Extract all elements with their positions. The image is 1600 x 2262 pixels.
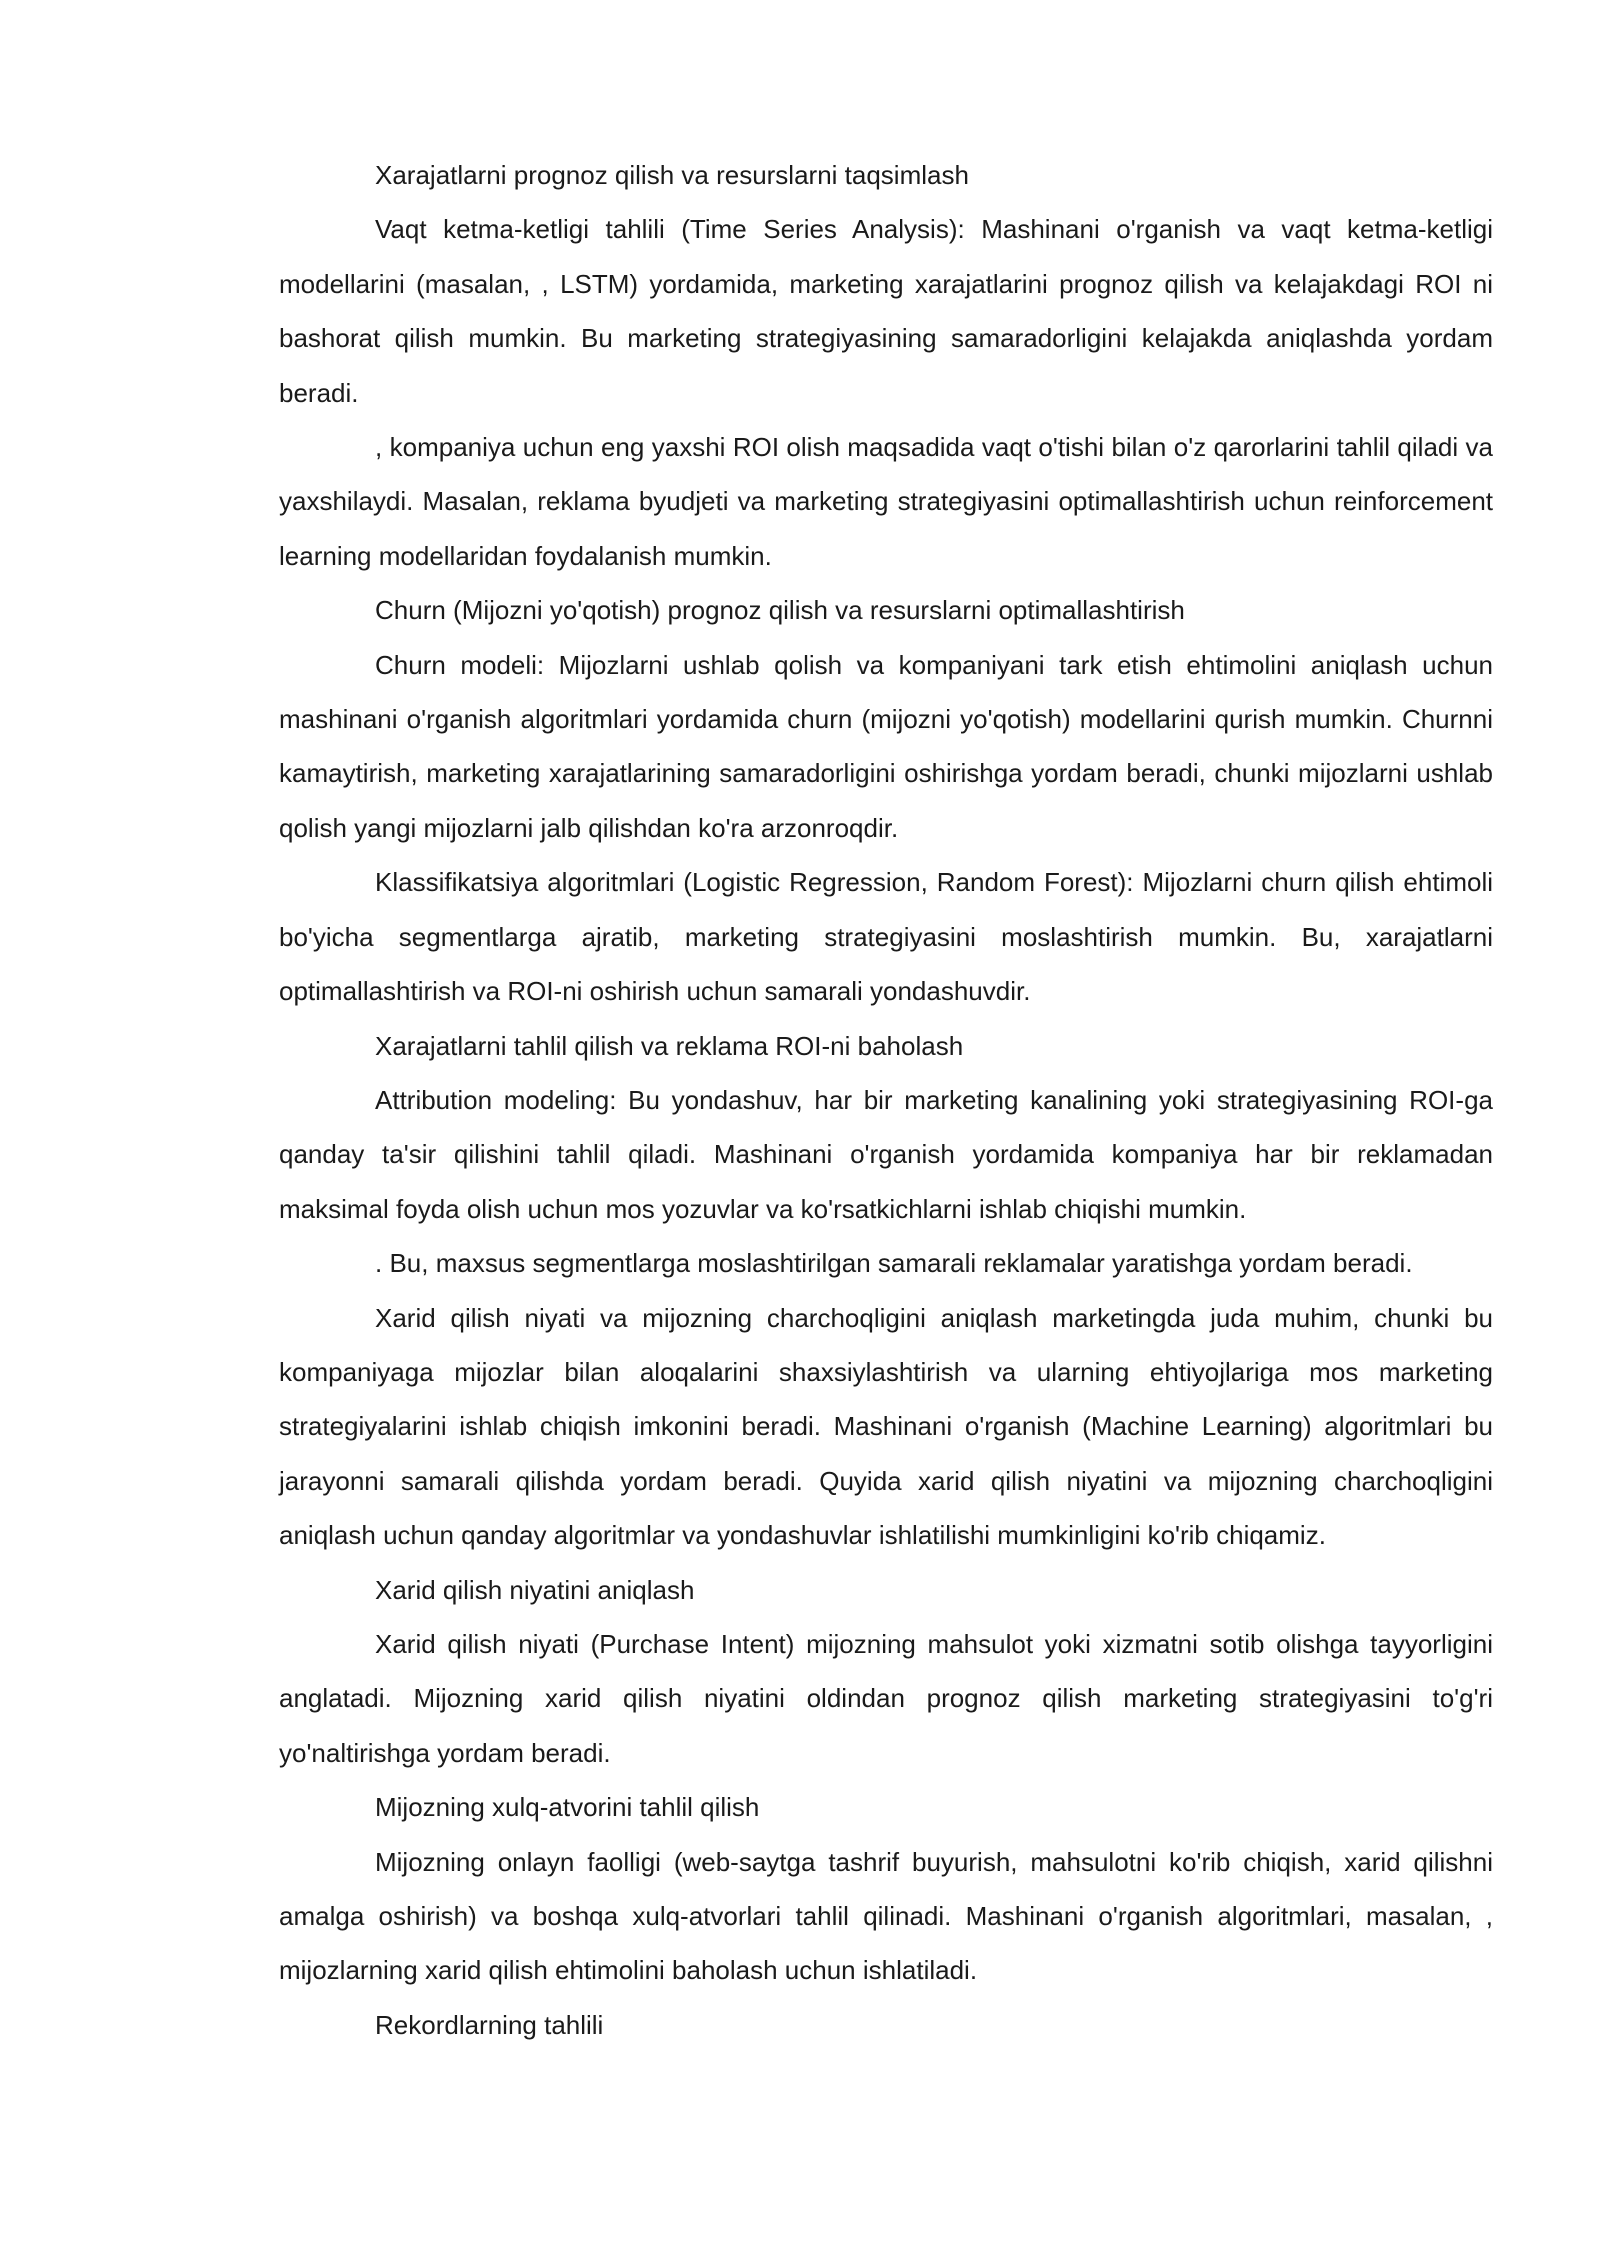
section-heading: Xarajatlarni tahlil qilish va reklama ROI-ni baholash bbox=[375, 1030, 964, 1061]
body-paragraph: Xarid qilish niyati (Purchase Intent) mijozning mahsulot yoki xizmatni sotib olishga tayyorligini anglatadi. Mijozning xarid qilish niyatini oldindan prognoz qilish marketing strategiyasini to'g'ri yo'naltirishga yordam beradi. bbox=[279, 1628, 1493, 1768]
body-paragraph: Attribution modeling: Bu yondashuv, har bir marketing kanalining yoki strategiyasining ROI-ga qanday ta'sir qilishini tahlil qiladi. Mashinani o'rganish yordamida kompaniya har bir reklamadan maksimal foyda olish uchun mos yozuvlar va ko'rsatkichlarni ishlab chiqishi mumkin. bbox=[279, 1084, 1493, 1224]
section-heading: Xarajatlarni prognoz qilish va resurslarni taqsimlash bbox=[375, 160, 969, 190]
section-heading: Churn (Mijozni yo'qotish) prognoz qilish va resurslarni optimallashtirish bbox=[375, 595, 1185, 626]
body-paragraph: Klassifikatsiya algoritmlari (Logistic Regression, Random Forest): Mijozlarni churn qilish ehtimoli bo'yicha segmentlarga ajratib, marketing strategiyasini moslashtirish mumkin. Bu, xarajatlarni optimallashtirish va ROI-ni oshirish uchun samarali yondashuvdir. bbox=[279, 867, 1493, 1007]
body-paragraph: Mijozning onlayn faolligi (web-saytga tashrif buyurish, mahsulotni ko'rib chiqish, xarid qilishni amalga oshirish) va boshqa xulq-atvorlari tahlil qilinadi. Mashinani o'rganish algoritmlari, masalan, , mijozlarning xarid qilish ehtimolini baholash uchun ishlatiladi. bbox=[279, 1846, 1493, 1986]
body-paragraph: Xarid qilish niyati va mijozning charchoqligini aniqlash marketingda juda muhim, chunki bu kompaniyaga mijozlar bilan aloqalarini shaxsiylashtirish va ularning ehtiyojlariga mos marketing strategiyalarini ishlab chiqish imkonini beradi. Mashinani o'rganish (Machine Learning) algoritmlari bu jarayonni samarali qilishda yordam beradi. Quyida xarid qilish niyatini va mijozning charchoqligini aniqlash uchun qanday algoritmlar va yondashuvlar ishlatilishi mumkinligini ko'rib chiqamiz. bbox=[279, 1302, 1493, 1551]
body-paragraph: Vaqt ketma-ketligi tahlili (Time Series Analysis): Mashinani o'rganish va vaqt ketma-ketligi modellarini (masalan, , LSTM) yordamida, marketing xarajatlarini prognoz qilish va kelajakdagi ROI ni bashorat qilish mumkin. Bu marketing strategiyasining samaradorligini kelajakda aniqlashda yordam beradi. bbox=[279, 214, 1493, 408]
body-paragraph: . Bu, maxsus segmentlarga moslashtirilgan samarali reklamalar yaratishga yordam beradi. bbox=[375, 1248, 1413, 1279]
body-paragraph: , kompaniya uchun eng yaxshi ROI olish maqsadida vaqt o'tishi bilan o'z qarorlarini tahlil qiladi va yaxshilaydi. Masalan, reklama byudjeti va marketing strategiyasini optimallashtirish uchun reinforcement learning modellaridan foydalanish mumkin. bbox=[279, 432, 1493, 571]
section-heading: Xarid qilish niyatini aniqlash bbox=[375, 1574, 695, 1605]
section-heading: Mijozning xulq-atvorini tahlil qilish bbox=[375, 1792, 760, 1823]
section-heading: Rekordlarning tahlili bbox=[375, 2009, 604, 2040]
body-paragraph: Churn modeli: Mijozlarni ushlab qolish va kompaniyani tark etish ehtimolini aniqlash uchun mashinani o'rganish algoritmlari yordamida churn (mijozni yo'qotish) modellarini qurish mumkin. Churnni kamaytirish, marketing xarajatlarining samaradorligini oshirishga yordam beradi, chunki mijozlarni ushlab qolish yangi mijozlarni jalb qilishdan ko'ra arzonroqdir. bbox=[279, 649, 1493, 843]
document-page bbox=[279, 148, 1493, 2052]
